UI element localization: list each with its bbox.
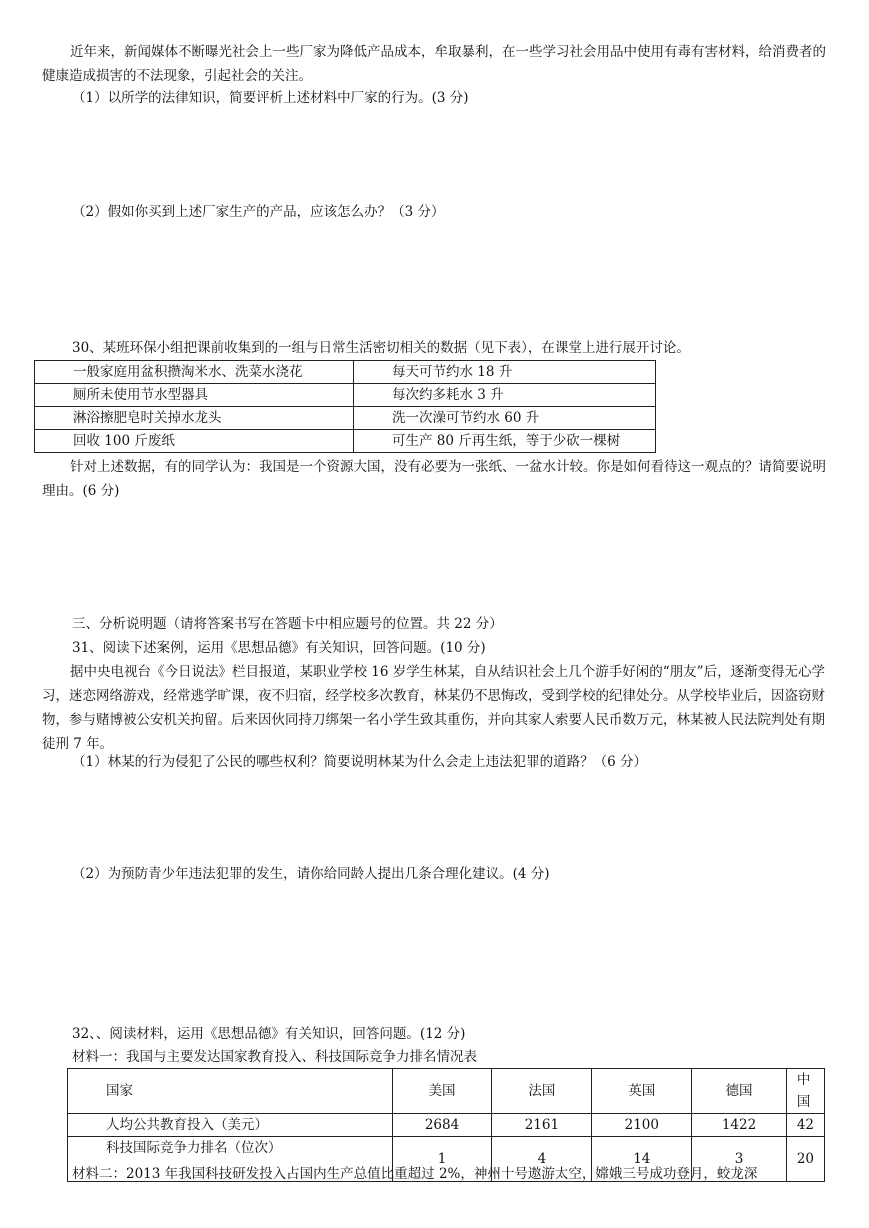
question-30-intro: 30、某班环保小组把课前收集到的一组与日常生活密切相关的数据（见下表），在课堂上进行展开讨论。 bbox=[72, 340, 690, 356]
table-cell: 一般家庭用盆积攒淘米水、洗菜水浇花 bbox=[35, 361, 354, 384]
table-header-cell: 国家 bbox=[68, 1069, 393, 1114]
table-cell: 14 bbox=[592, 1137, 692, 1182]
table-cell: 42 bbox=[786, 1114, 824, 1137]
table-cell: 2161 bbox=[492, 1114, 592, 1137]
table-row bbox=[68, 1114, 825, 1137]
section-3-heading: 三、分析说明题（请将答案书写在答题卡中相应题号的位置。共 22 分） bbox=[72, 616, 503, 632]
question-30-question: 针对上述数据，有的同学认为：我国是一个资源大国，没有必要为一张纸、一盆水计较。你是如何看待这一观点的？请简要说明理由。(6 分) bbox=[42, 459, 826, 499]
question-31-1: （1）林某的行为侵犯了公民的哪些权利？简要说明林某为什么会走上违法犯罪的道路？（6 分） bbox=[72, 754, 647, 770]
table-cell: 1 bbox=[392, 1137, 492, 1182]
intro-paragraph: 近年来，新闻媒体不断曝光社会上一些厂家为降低产品成本，牟取暴利，在一些学习社会用品中使用有毒有害材料，给消费者的健康造成损害的不法现象，引起社会的关注。 bbox=[42, 44, 826, 84]
table-cell: 4 bbox=[492, 1137, 592, 1182]
table-row bbox=[35, 384, 656, 407]
table-header-cell: 中国 bbox=[786, 1069, 824, 1114]
table-header-cell: 英国 bbox=[592, 1069, 692, 1114]
material-1-heading: 材料一：我国与主要发达国家教育投入、科技国际竞争力排名情况表 bbox=[72, 1049, 477, 1065]
question-31-case: 据中央电视台《今日说法》栏目报道，某职业学校 16 岁学生林某，自从结识社会上几个游手好闲的“朋友”后，逐渐变得无心学习，迷恋网络游戏，经常逃学旷课，夜不归宿，经学校多次教育，林某仍不思悔改，受到学校的纪律处分。从学校毕业后，因盗窃财物，参与赌博被公安机关拘留。后来因伙同持刀绑架一名小学生致其重伤，并向其家人索要人民币数万元，林某被人民法院判处有期徒刑 7 年。 bbox=[42, 664, 826, 752]
table-cell: 洗一次澡可节约水 60 升 bbox=[354, 407, 656, 430]
table-header-row bbox=[68, 1069, 825, 1114]
water-saving-data-table bbox=[34, 360, 656, 453]
table-cell: 3 bbox=[692, 1137, 787, 1182]
table-cell: 厕所未使用节水型器具 bbox=[35, 384, 354, 407]
table-cell: 20 bbox=[786, 1137, 824, 1182]
table-cell: 可生产 80 斤再生纸，等于少砍一棵树 bbox=[354, 430, 656, 453]
table-row bbox=[35, 407, 656, 430]
material-2-text: 材料二：2013 年我国科技研发投入占国内生产总值比重超过 2%，神州十号遨游太空，嫦娥三号成功登月，蛟龙深 bbox=[72, 1166, 758, 1182]
question-31-2: （2）为预防青少年违法犯罪的发生，请你给同龄人提出几条合理化建议。(4 分) bbox=[72, 866, 550, 882]
table-cell: 人均公共教育投入（美元） bbox=[68, 1114, 393, 1137]
table-header-cell: 美国 bbox=[392, 1069, 492, 1114]
table-cell: 每天可节约水 18 升 bbox=[354, 361, 656, 384]
table-cell: 科技国际竞争力排名（位次） bbox=[68, 1137, 393, 1182]
table-cell: 1422 bbox=[692, 1114, 787, 1137]
table-header-cell: 法国 bbox=[492, 1069, 592, 1114]
table-row bbox=[35, 430, 656, 453]
table-cell: 2684 bbox=[392, 1114, 492, 1137]
question-29-1: （1）以所学的法律知识，简要评析上述材料中厂家的行为。(3 分) bbox=[72, 90, 469, 106]
table-header-cell: 德国 bbox=[692, 1069, 787, 1114]
table-cell: 每次约多耗水 3 升 bbox=[354, 384, 656, 407]
table-cell: 回收 100 斤废纸 bbox=[35, 430, 354, 453]
question-29-2: （2）假如你买到上述厂家生产的产品，应该怎么办？（3 分） bbox=[72, 204, 445, 220]
question-32-intro: 32、、阅读材料，运用《思想品德》有关知识，回答问题。(12 分) bbox=[72, 1026, 466, 1042]
table-cell: 2100 bbox=[592, 1114, 692, 1137]
table-row bbox=[35, 361, 656, 384]
table-cell: 淋浴擦肥皂时关掉水龙头 bbox=[35, 407, 354, 430]
question-31-intro: 31、阅读下述案例，运用《思想品德》有关知识，回答问题。(10 分) bbox=[72, 640, 486, 656]
